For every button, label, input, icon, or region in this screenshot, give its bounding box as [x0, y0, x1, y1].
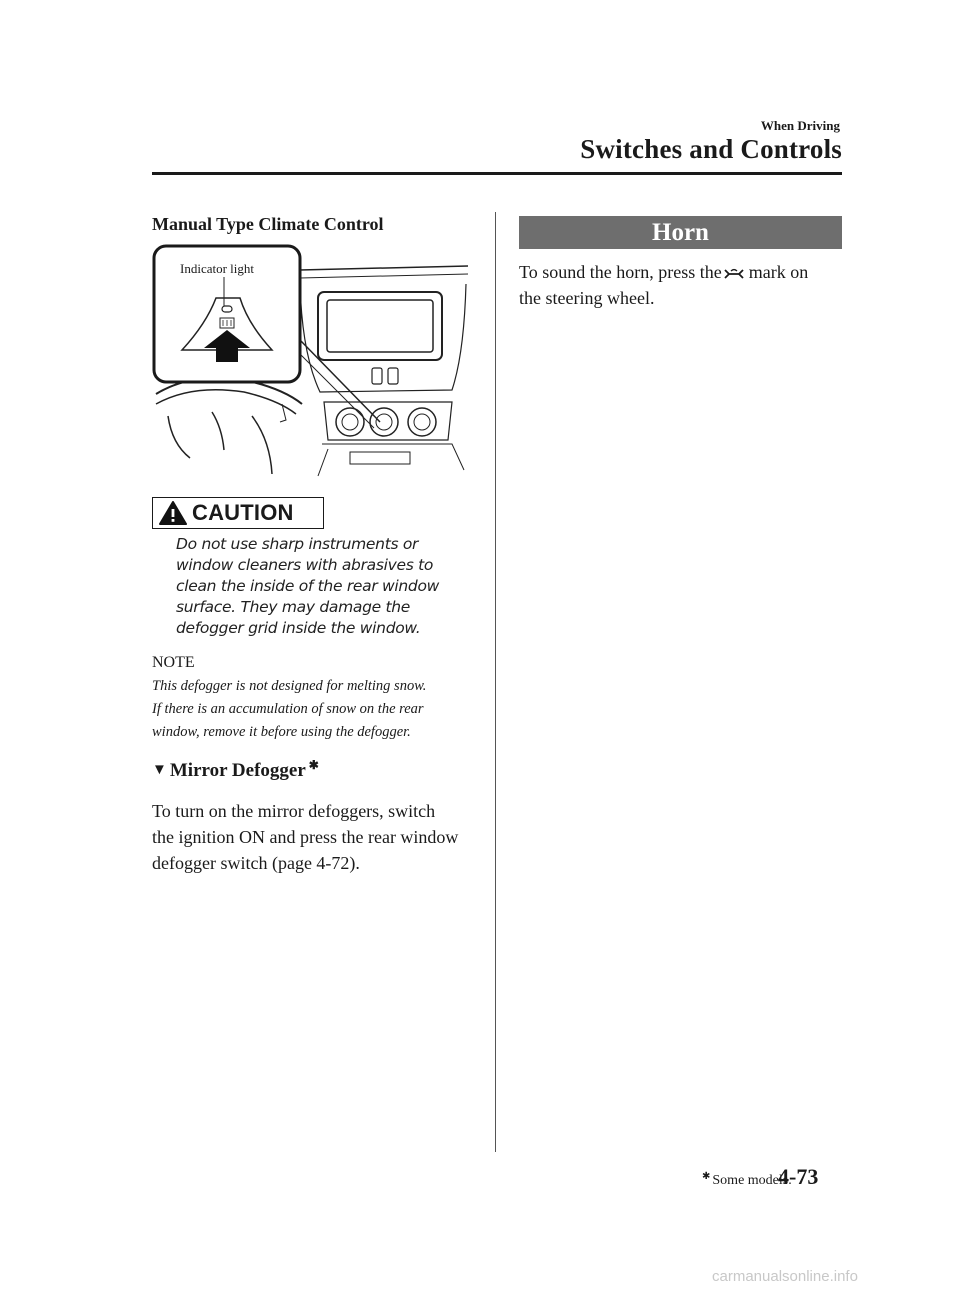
caution-label: CAUTION: [192, 500, 294, 525]
column-divider: [495, 212, 496, 1152]
note-text: [152, 675, 426, 744]
watermark: carmanualsonline.info: [712, 1268, 858, 1285]
climate-control-subheading: Manual Type Climate Control: [152, 214, 384, 234]
horn-text: [519, 259, 808, 311]
header-rule: [152, 172, 842, 175]
mirror-line: To turn on the mirror defoggers, switch: [152, 801, 436, 821]
some-models-star-icon: ✱: [308, 758, 319, 772]
note-line: This defogger is not designed for melting snow.: [152, 678, 427, 694]
note-label: NOTE: [152, 654, 195, 671]
mirror-line: defogger switch (page 4-72).: [152, 853, 360, 873]
dashboard-illustration: [152, 244, 472, 486]
horn-heading: Horn: [519, 216, 842, 249]
mirror-line: the ignition ON and press the rear window: [152, 827, 459, 847]
mirror-defogger-heading: [152, 760, 319, 782]
caution-line: Do not use sharp instruments or: [176, 535, 419, 553]
horn-line-start: To sound the horn, press the: [519, 262, 722, 282]
header-section-label: When Driving: [760, 118, 840, 133]
caution-text: [176, 534, 476, 639]
note-line: If there is an accumulation of snow on the rear: [152, 701, 424, 717]
page-title: Switches and Controls: [580, 134, 842, 164]
caution-line: clean the inside of the rear window: [176, 577, 440, 595]
horn-line-end: mark on: [748, 262, 809, 282]
mirror-defogger-title: Mirror Defogger: [169, 760, 306, 781]
footnote-text: Some models.: [712, 1173, 792, 1188]
horn-line: the steering wheel.: [519, 288, 655, 308]
page-number: 4-73: [778, 1164, 819, 1189]
mirror-defogger-text: [152, 798, 458, 876]
footnote-star-icon: ✱: [702, 1171, 711, 1182]
indicator-light-label: Indicator light: [180, 261, 255, 276]
caution-box: [152, 497, 324, 529]
triangle-down-icon: ▼: [152, 762, 167, 778]
caution-line: surface. They may damage the: [176, 598, 411, 616]
climate-control-figure: [152, 244, 472, 486]
warning-triangle-icon: [158, 500, 188, 526]
caution-line: defogger grid inside the window.: [176, 619, 421, 637]
note-line: window, remove it before using the defogger.: [152, 724, 411, 740]
caution-line: window cleaners with abrasives to: [176, 556, 434, 574]
horn-icon: [723, 267, 745, 281]
